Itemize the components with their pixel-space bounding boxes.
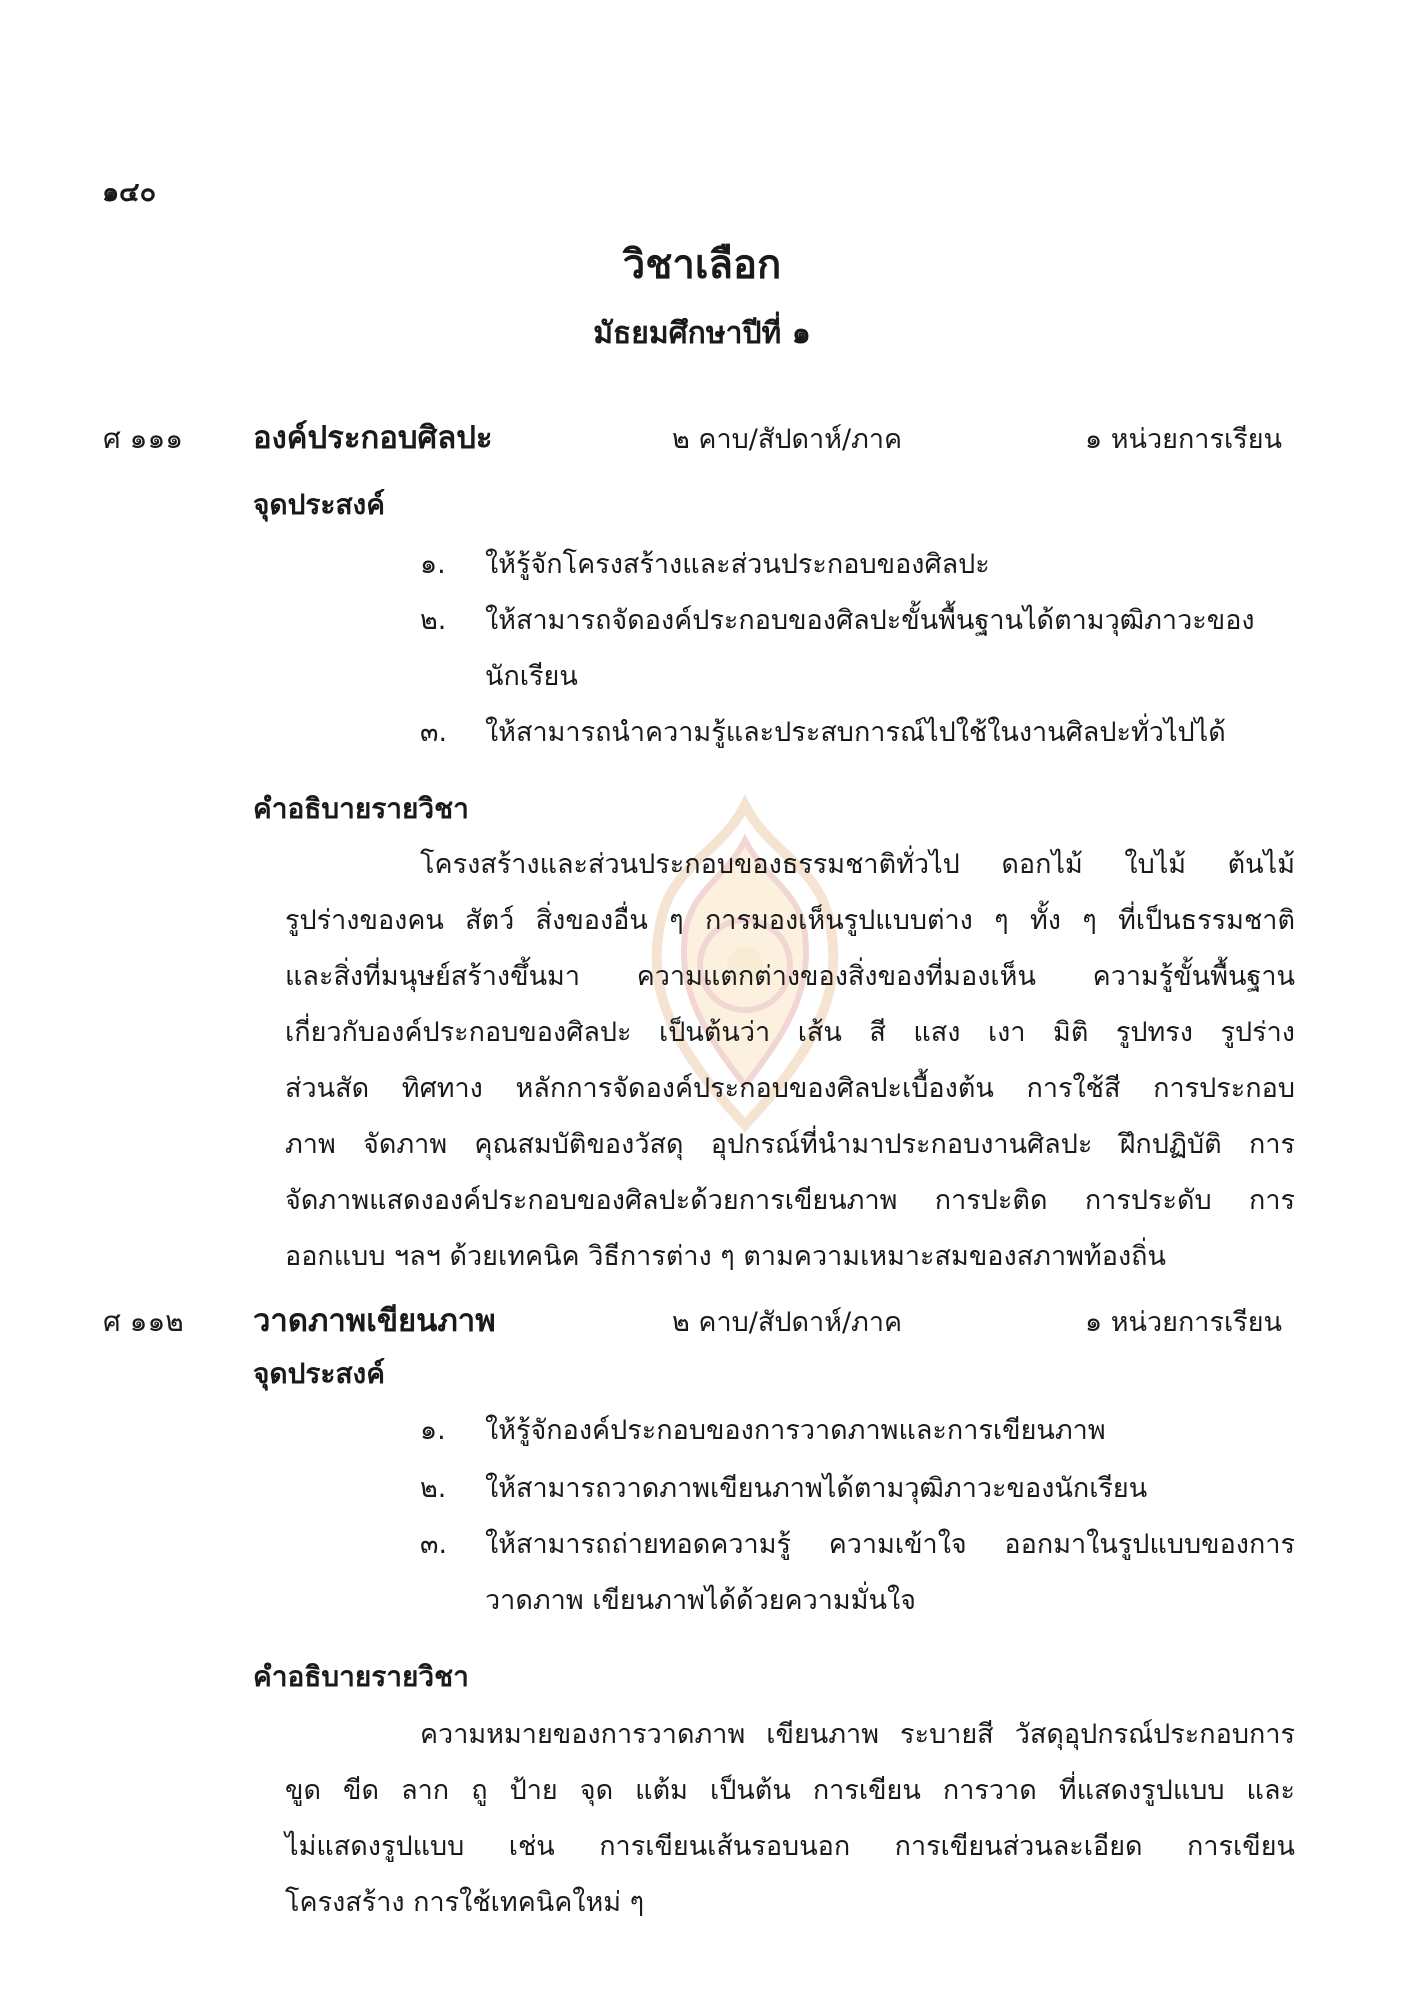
course-name: วาดภาพเขียนภาพ (253, 1303, 496, 1339)
description-line: ขูด ขีด ลาก ถู ป้าย จุด แต้ม เป็นต้น การเขียน การวาด ที่แสดงรูปแบบ และ (285, 1775, 1295, 1806)
course-periods: ๒ คาบ/สัปดาห์/ภาค (672, 1307, 903, 1338)
objective-text: ให้สามารถวาดภาพเขียนภาพได้ตามวุฒิภาวะของนักเรียน (485, 1473, 1148, 1504)
description-line: ส่วนสัด ทิศทาง หลักการจัดองค์ประกอบของศิลปะเบื้องต้น การใช้สี การประกอบ (285, 1073, 1295, 1104)
objectives-heading: จุดประสงค์ (253, 488, 385, 521)
page-number: ๑๔๐ (102, 177, 157, 208)
description-heading: คำอธิบายรายวิชา (253, 1660, 469, 1693)
description-line: โครงสร้างและส่วนประกอบของธรรมชาติทั่วไป ดอกไม้ ใบไม้ ต้นไม้ (420, 849, 1295, 880)
course-code: ศ ๑๑๒ (103, 1305, 184, 1338)
description-line: รูปร่างของคน สัตว์ สิ่งของอื่น ๆ การมองเห็นรูปแบบต่าง ๆ ทั้ง ๆ ที่เป็นธรรมชาติ (285, 905, 1295, 936)
description-line: ไม่แสดงรูปแบบ เช่น การเขียนเส้นรอบนอก การเขียนส่วนละเอียด การเขียน (285, 1831, 1295, 1862)
objective-text: นักเรียน (485, 661, 578, 692)
course-periods: ๒ คาบ/สัปดาห์/ภาค (672, 424, 903, 455)
objectives-heading: จุดประสงค์ (253, 1357, 385, 1390)
objective-text: ให้รู้จักองค์ประกอบของการวาดภาพและการเขียนภาพ (485, 1415, 1106, 1446)
objective-number: ๒. (420, 1473, 447, 1504)
objective-number: ๑. (420, 549, 446, 580)
objective-text: ให้สามารถจัดองค์ประกอบของศิลปะขั้นพื้นฐานได้ตามวุฒิภาวะของ (485, 605, 1255, 636)
course-code: ศ ๑๑๑ (103, 422, 183, 455)
objective-text: ให้สามารถนำความรู้และประสบการณ์ไปใช้ในงานศิลปะทั่วไปได้ (485, 717, 1226, 748)
description-line: ออกแบบ ฯลฯ ด้วยเทคนิค วิธีการต่าง ๆ ตามความเหมาะสมของสภาพท้องถิ่น (285, 1241, 1166, 1272)
description-heading: คำอธิบายรายวิชา (253, 792, 469, 825)
description-line: โครงสร้าง การใช้เทคนิคใหม่ ๆ (285, 1887, 645, 1918)
description-line: เกี่ยวกับองค์ประกอบของศิลปะ เป็นต้นว่า เส้น สี แสง เงา มิติ รูปทรง รูปร่าง (285, 1017, 1295, 1048)
course-name: องค์ประกอบศิลปะ (253, 420, 493, 456)
objective-number: ๓. (420, 717, 448, 748)
objective-number: ๓. (420, 1529, 448, 1560)
page-subtitle: มัธยมศึกษาปีที่ ๑ (593, 316, 811, 351)
description-line: ภาพ จัดภาพ คุณสมบัติของวัสดุ อุปกรณ์ที่นำมาประกอบงานศิลปะ ฝึกปฏิบัติ การ (285, 1129, 1295, 1160)
description-line: จัดภาพแสดงองค์ประกอบของศิลปะด้วยการเขียนภาพ การปะติด การประดับ การ (285, 1185, 1295, 1216)
page-title: วิชาเลือก (622, 242, 782, 288)
course-credits: ๑ หน่วยการเรียน (1085, 1307, 1282, 1338)
objective-number: ๑. (420, 1415, 446, 1446)
objective-text: ให้รู้จักโครงสร้างและส่วนประกอบของศิลปะ (485, 549, 990, 580)
objective-text: ให้สามารถถ่ายทอดความรู้ ความเข้าใจ ออกมาในรูปแบบของการ (485, 1529, 1295, 1560)
course-credits: ๑ หน่วยการเรียน (1085, 424, 1282, 455)
objective-number: ๒. (420, 605, 447, 636)
description-line: ความหมายของการวาดภาพ เขียนภาพ ระบายสี วัสดุอุปกรณ์ประกอบการ (420, 1719, 1295, 1750)
objective-text: วาดภาพ เขียนภาพได้ด้วยความมั่นใจ (485, 1585, 916, 1616)
description-line: และสิ่งที่มนุษย์สร้างขึ้นมา ความแตกต่างของสิ่งของที่มองเห็น ความรู้ขั้นพื้นฐาน (285, 961, 1295, 992)
